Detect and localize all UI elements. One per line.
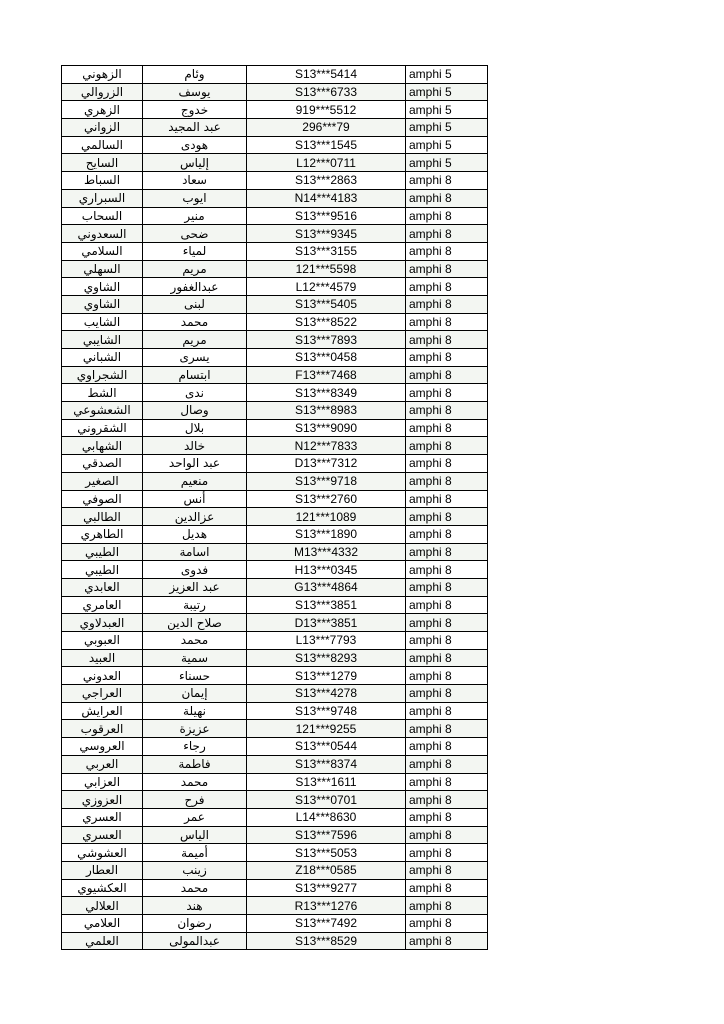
room-cell: amphi 8 [406,419,488,437]
room-cell: amphi 8 [406,525,488,543]
table-row [62,366,488,384]
last-name-cell: العشوشي [62,844,143,862]
table-row [62,278,488,296]
student-code-cell: S13***0701 [247,791,406,809]
table-row [62,101,488,119]
last-name-cell: الزواني [62,119,143,137]
last-name-cell: العكشيوي [62,879,143,897]
student-code-cell: S13***0544 [247,738,406,756]
last-name-cell: العامري [62,596,143,614]
room-cell: amphi 8 [406,189,488,207]
table-row [62,225,488,243]
last-name-cell: العرقوب [62,720,143,738]
last-name-cell: السحاب [62,207,143,225]
last-name-cell: السلامي [62,242,143,260]
student-code-cell: S13***3155 [247,242,406,260]
first-name-cell: هودى [143,136,247,154]
room-cell: amphi 8 [406,455,488,473]
first-name-cell: حسناء [143,667,247,685]
table-row [62,260,488,278]
student-code-cell: 121***9255 [247,720,406,738]
table-row [62,844,488,862]
student-code-cell: S13***7492 [247,915,406,933]
first-name-cell: صلاح الدين [143,614,247,632]
student-code-cell: S13***4278 [247,685,406,703]
room-cell: amphi 8 [406,720,488,738]
first-name-cell: اسامة [143,543,247,561]
room-cell: amphi 5 [406,119,488,137]
student-code-cell: 919***5512 [247,101,406,119]
student-code-cell: 121***1089 [247,508,406,526]
first-name-cell: سعاد [143,172,247,190]
first-name-cell: فاطمة [143,755,247,773]
table-row [62,419,488,437]
last-name-cell: السالمي [62,136,143,154]
student-code-cell: 296***79 [247,119,406,137]
table-row [62,242,488,260]
student-code-cell: S13***9748 [247,702,406,720]
first-name-cell: وصال [143,402,247,420]
last-name-cell: الشهابي [62,437,143,455]
last-name-cell: العلامي [62,915,143,933]
last-name-cell: الطالبي [62,508,143,526]
table-row [62,172,488,190]
room-cell: amphi 8 [406,313,488,331]
last-name-cell: الزروالي [62,83,143,101]
student-code-cell: S13***8349 [247,384,406,402]
room-cell: amphi 5 [406,66,488,84]
table-row [62,543,488,561]
last-name-cell: الطيبي [62,543,143,561]
first-name-cell: هديل [143,525,247,543]
student-code-cell: 121***5598 [247,260,406,278]
room-cell: amphi 8 [406,366,488,384]
last-name-cell: الشباني [62,349,143,367]
table-row [62,667,488,685]
room-cell: amphi 5 [406,83,488,101]
room-cell: amphi 8 [406,649,488,667]
table-row [62,649,488,667]
student-code-cell: S13***9345 [247,225,406,243]
room-cell: amphi 8 [406,278,488,296]
student-code-cell: S13***2760 [247,490,406,508]
student-code-cell: R13***1276 [247,897,406,915]
last-name-cell: العبوبي [62,632,143,650]
student-code-cell: D13***3851 [247,614,406,632]
table-row [62,826,488,844]
first-name-cell: رضوان [143,915,247,933]
student-code-cell: S13***9718 [247,472,406,490]
first-name-cell: محمد [143,313,247,331]
last-name-cell: العابدي [62,578,143,596]
first-name-cell: أنس [143,490,247,508]
student-code-cell: N12***7833 [247,437,406,455]
table-row [62,136,488,154]
first-name-cell: عبد العزيز [143,578,247,596]
first-name-cell: لبنى [143,295,247,313]
table-row [62,578,488,596]
student-code-cell: S13***9277 [247,879,406,897]
last-name-cell: العلمي [62,932,143,950]
student-room-table [61,65,488,950]
student-code-cell: S13***9090 [247,419,406,437]
student-code-cell: M13***4332 [247,543,406,561]
last-name-cell: السايح [62,154,143,172]
first-name-cell: ندى [143,384,247,402]
room-cell: amphi 8 [406,632,488,650]
first-name-cell: عبدالمولى [143,932,247,950]
first-name-cell: زينب [143,861,247,879]
room-cell: amphi 8 [406,826,488,844]
room-cell: amphi 8 [406,791,488,809]
first-name-cell: نهيلة [143,702,247,720]
first-name-cell: مريم [143,260,247,278]
last-name-cell: العسري [62,808,143,826]
first-name-cell: سمية [143,649,247,667]
room-cell: amphi 8 [406,508,488,526]
last-name-cell: العراجي [62,685,143,703]
first-name-cell: مريم [143,331,247,349]
student-code-cell: S13***0458 [247,349,406,367]
table-row [62,685,488,703]
room-cell: amphi 8 [406,543,488,561]
first-name-cell: الياس [143,826,247,844]
last-name-cell: الصغير [62,472,143,490]
room-cell: amphi 8 [406,207,488,225]
student-code-cell: S13***6733 [247,83,406,101]
last-name-cell: العربي [62,755,143,773]
last-name-cell: الصوفي [62,490,143,508]
first-name-cell: إلياس [143,154,247,172]
student-code-cell: S13***1611 [247,773,406,791]
room-cell: amphi 8 [406,773,488,791]
room-cell: amphi 5 [406,136,488,154]
room-cell: amphi 8 [406,932,488,950]
student-code-cell: L14***8630 [247,808,406,826]
first-name-cell: عزيزة [143,720,247,738]
last-name-cell: العزابي [62,773,143,791]
student-code-cell: H13***0345 [247,561,406,579]
room-cell: amphi 8 [406,685,488,703]
table-row [62,632,488,650]
last-name-cell: العزوزي [62,791,143,809]
room-cell: amphi 8 [406,260,488,278]
room-cell: amphi 8 [406,755,488,773]
student-code-cell: S13***2863 [247,172,406,190]
table-row [62,932,488,950]
last-name-cell: العرايش [62,702,143,720]
first-name-cell: فدوى [143,561,247,579]
table-row [62,490,488,508]
table-row [62,508,488,526]
last-name-cell: الطيبي [62,561,143,579]
last-name-cell: الزهري [62,101,143,119]
first-name-cell: يوسف [143,83,247,101]
first-name-cell: عمر [143,808,247,826]
student-code-cell: S13***8529 [247,932,406,950]
first-name-cell: عبد المجيد [143,119,247,137]
table-row [62,402,488,420]
student-code-cell: N14***4183 [247,189,406,207]
table-row [62,720,488,738]
last-name-cell: الشعشوعي [62,402,143,420]
room-cell: amphi 8 [406,172,488,190]
first-name-cell: عبد الواحد [143,455,247,473]
table-row [62,384,488,402]
room-cell: amphi 8 [406,808,488,826]
table-row [62,879,488,897]
student-code-cell: D13***7312 [247,455,406,473]
room-cell: amphi 8 [406,844,488,862]
room-cell: amphi 8 [406,295,488,313]
room-cell: amphi 8 [406,702,488,720]
last-name-cell: الزهوني [62,66,143,84]
student-code-cell: S13***5053 [247,844,406,862]
first-name-cell: ايوب [143,189,247,207]
student-code-cell: S13***7893 [247,331,406,349]
student-code-cell: L13***7793 [247,632,406,650]
table-row [62,66,488,84]
table-row [62,614,488,632]
room-cell: amphi 8 [406,861,488,879]
student-code-cell: S13***1890 [247,525,406,543]
room-cell: amphi 8 [406,384,488,402]
table-row [62,897,488,915]
student-code-cell: S13***8522 [247,313,406,331]
table-row [62,561,488,579]
student-code-cell: G13***4864 [247,578,406,596]
table-row [62,119,488,137]
room-cell: amphi 8 [406,915,488,933]
last-name-cell: الشاوي [62,295,143,313]
last-name-cell: العروسي [62,738,143,756]
room-cell: amphi 8 [406,667,488,685]
first-name-cell: فرح [143,791,247,809]
first-name-cell: منعيم [143,472,247,490]
table-row [62,189,488,207]
table-row [62,349,488,367]
first-name-cell: هند [143,897,247,915]
table-row [62,455,488,473]
student-code-cell: S13***7596 [247,826,406,844]
student-code-cell: S13***5405 [247,295,406,313]
room-cell: amphi 8 [406,561,488,579]
room-cell: amphi 8 [406,402,488,420]
first-name-cell: محمد [143,773,247,791]
student-code-cell: S13***8374 [247,755,406,773]
student-code-cell: S13***8293 [247,649,406,667]
table-row [62,702,488,720]
first-name-cell: ابتسام [143,366,247,384]
table-body [62,66,488,950]
table-row [62,472,488,490]
first-name-cell: محمد [143,879,247,897]
room-cell: amphi 8 [406,472,488,490]
table-row [62,791,488,809]
last-name-cell: الشايبي [62,331,143,349]
first-name-cell: وئام [143,66,247,84]
student-code-cell: S13***8983 [247,402,406,420]
last-name-cell: الشايب [62,313,143,331]
last-name-cell: السهلي [62,260,143,278]
first-name-cell: رجاء [143,738,247,756]
first-name-cell: لمياء [143,242,247,260]
last-name-cell: الشجراوي [62,366,143,384]
last-name-cell: الشط [62,384,143,402]
first-name-cell: بلال [143,419,247,437]
table-row [62,808,488,826]
first-name-cell: منير [143,207,247,225]
room-cell: amphi 8 [406,242,488,260]
table-row [62,861,488,879]
first-name-cell: يسرى [143,349,247,367]
first-name-cell: إيمان [143,685,247,703]
room-cell: amphi 8 [406,596,488,614]
last-name-cell: العسري [62,826,143,844]
first-name-cell: خدوج [143,101,247,119]
last-name-cell: الصدقي [62,455,143,473]
table-row [62,773,488,791]
last-name-cell: السعدوني [62,225,143,243]
last-name-cell: العطار [62,861,143,879]
table-row [62,437,488,455]
room-cell: amphi 8 [406,490,488,508]
last-name-cell: الطاهري [62,525,143,543]
room-cell: amphi 5 [406,154,488,172]
table-row [62,207,488,225]
table-row [62,154,488,172]
table-row [62,738,488,756]
last-name-cell: العدوني [62,667,143,685]
student-code-cell: F13***7468 [247,366,406,384]
student-code-cell: S13***1279 [247,667,406,685]
room-cell: amphi 8 [406,225,488,243]
room-cell: amphi 8 [406,349,488,367]
table-row [62,915,488,933]
table-row [62,331,488,349]
room-cell: amphi 8 [406,897,488,915]
student-code-cell: L12***4579 [247,278,406,296]
last-name-cell: العبيد [62,649,143,667]
table-row [62,755,488,773]
room-cell: amphi 8 [406,437,488,455]
student-code-cell: L12***0711 [247,154,406,172]
student-code-cell: S13***5414 [247,66,406,84]
room-cell: amphi 5 [406,101,488,119]
room-cell: amphi 8 [406,331,488,349]
last-name-cell: السبراري [62,189,143,207]
student-code-cell: Z18***0585 [247,861,406,879]
last-name-cell: السباط [62,172,143,190]
table-row [62,83,488,101]
first-name-cell: رتيبة [143,596,247,614]
first-name-cell: عزالدين [143,508,247,526]
first-name-cell: أميمة [143,844,247,862]
student-code-cell: S13***1545 [247,136,406,154]
first-name-cell: محمد [143,632,247,650]
last-name-cell: العلالي [62,897,143,915]
student-code-cell: S13***3851 [247,596,406,614]
first-name-cell: خالد [143,437,247,455]
student-code-cell: S13***9516 [247,207,406,225]
last-name-cell: العبدلاوي [62,614,143,632]
last-name-cell: الشقروني [62,419,143,437]
room-cell: amphi 8 [406,738,488,756]
room-cell: amphi 8 [406,879,488,897]
first-name-cell: ضحى [143,225,247,243]
last-name-cell: الشاوي [62,278,143,296]
table-row [62,596,488,614]
table-row [62,295,488,313]
table-row [62,525,488,543]
table-row [62,313,488,331]
first-name-cell: عبدالغفور [143,278,247,296]
room-cell: amphi 8 [406,578,488,596]
room-cell: amphi 8 [406,614,488,632]
